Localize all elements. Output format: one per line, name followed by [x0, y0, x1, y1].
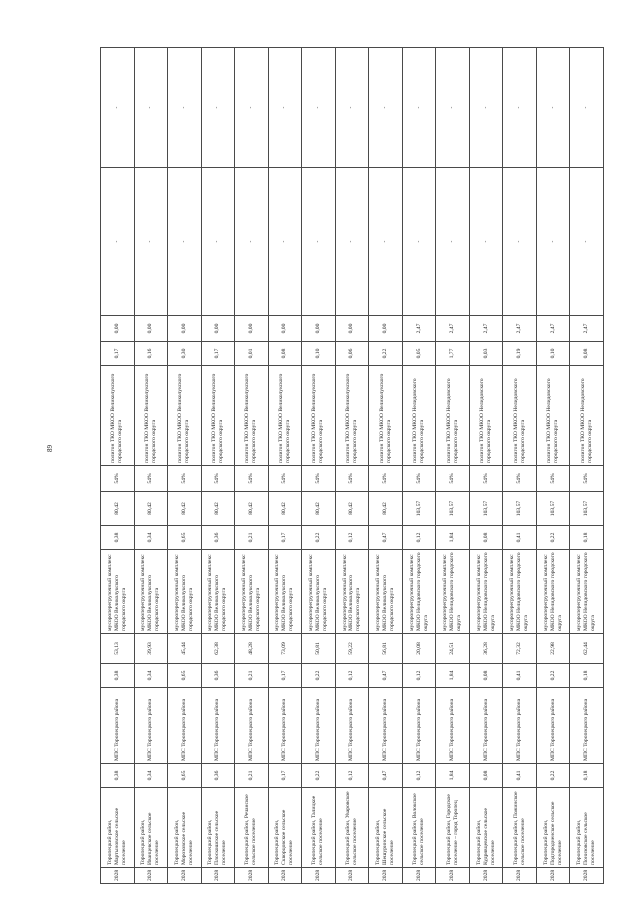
percent-cell: 54% [168, 466, 202, 492]
landfill-cell: полигон ТКО МКОО Великолукского городского округа [101, 366, 135, 466]
year-cell: 2028 [503, 868, 537, 884]
year-cell: 2028 [402, 868, 436, 884]
mass-cell: 0,21 [235, 526, 269, 550]
year-cell: 2028 [201, 868, 235, 884]
empty-cell: - [503, 168, 537, 316]
mass-cell: 0,41 [503, 526, 537, 550]
settlement-cell: Торопецкий район, Понизовское сельское поселение [570, 788, 604, 868]
empty-cell: - [168, 168, 202, 316]
percent-cell: 54% [134, 466, 168, 492]
percent-cell: 54% [469, 466, 503, 492]
distance-cell: 39,93 [134, 634, 168, 664]
table-row [436, 48, 470, 884]
distance-cell: 59,22 [335, 634, 369, 664]
transfer-complex-cell: мусороперегрузочный комплекс МКОО Великолукского городского округа [335, 550, 369, 634]
mass-cell: 0,17 [268, 764, 302, 788]
empty-cell: - [268, 168, 302, 316]
landfill-cell: полигон ТКО МКОО Великолукского городского округа [168, 366, 202, 466]
empty-cell: - [536, 48, 570, 168]
mass-cell: 0,16 [134, 342, 168, 366]
landfill-cell: полигон ТКО МКОО Нелидовского городского округа [536, 366, 570, 466]
mass-cell: 0,10 [302, 342, 336, 366]
mass-cell: 0,18 [570, 764, 604, 788]
mass-cell: 0,00 [168, 316, 202, 342]
distance-cell: 48,28 [235, 634, 269, 664]
distance-cell: 103,57 [402, 492, 436, 526]
mass-cell: 0,18 [570, 664, 604, 688]
settlement-cell: Торопецкий район, Мартыновское сельское поселение [101, 788, 135, 868]
percent-cell: 54% [503, 466, 537, 492]
transfer-complex-cell: мусороперегрузочный комплекс МКОО Великолукского городского округа [369, 550, 403, 634]
mass-cell: 0,22 [536, 664, 570, 688]
table-row [536, 48, 570, 884]
transfer-complex-cell: мусороперегрузочный комплекс МКОО Нелидовского городского округа [570, 550, 604, 634]
mass-cell: 0,00 [201, 316, 235, 342]
table-row [134, 48, 168, 884]
sorting-station-cell: МПС Торопецкого района [168, 688, 202, 764]
landfill-cell: полигон ТКО МКОО Великолукского городского округа [134, 366, 168, 466]
distance-cell: 80,42 [201, 492, 235, 526]
settlement-cell: Торопецкий район, Пожинское сельское поселение [503, 788, 537, 868]
empty-cell: - [201, 48, 235, 168]
empty-cell: - [469, 48, 503, 168]
percent-cell: 54% [570, 466, 604, 492]
table-row [469, 48, 503, 884]
mass-cell: 0,34 [134, 664, 168, 688]
sorting-station-cell: МПС Торопецкого района [302, 688, 336, 764]
settlement-cell: Торопецкий район, Скворцовское сельское поселение [268, 788, 302, 868]
table-row [101, 48, 135, 884]
mass-cell: 0,17 [201, 342, 235, 366]
sorting-station-cell: МПС Торопецкого района [235, 688, 269, 764]
empty-cell: - [335, 48, 369, 168]
distance-cell: 80,42 [369, 492, 403, 526]
mass-cell: 0,34 [134, 526, 168, 550]
mass-cell: 0,08 [268, 342, 302, 366]
table-row [335, 48, 369, 884]
percent-cell: 54% [402, 466, 436, 492]
landfill-cell: полигон ТКО МКОО Великолукского городского округа [302, 366, 336, 466]
mass-cell: 0,19 [503, 342, 537, 366]
mass-cell: 0,08 [469, 526, 503, 550]
mass-cell: 0,00 [268, 316, 302, 342]
mass-cell: 0,21 [235, 764, 269, 788]
distance-cell: 20,08 [402, 634, 436, 664]
year-cell: 2028 [235, 868, 269, 884]
table-row [302, 48, 336, 884]
mass-cell: 0,47 [369, 526, 403, 550]
mass-cell: 0,17 [268, 664, 302, 688]
mass-cell: 1,77 [436, 342, 470, 366]
distance-cell: 62,44 [570, 634, 604, 664]
page-number: 89 [46, 445, 54, 452]
mass-cell: 0,47 [369, 664, 403, 688]
mass-cell: 0,41 [503, 664, 537, 688]
distance-cell: 103,57 [536, 492, 570, 526]
distance-cell: 80,42 [101, 492, 135, 526]
table-row [402, 48, 436, 884]
table-row [201, 48, 235, 884]
percent-cell: 54% [536, 466, 570, 492]
empty-cell: - [369, 48, 403, 168]
sorting-station-cell: МПС Торопецкого района [335, 688, 369, 764]
mass-cell: 2,47 [402, 316, 436, 342]
year-cell: 2028 [101, 868, 135, 884]
year-cell: 2028 [335, 868, 369, 884]
empty-cell: - [235, 48, 269, 168]
settlement-cell: Торопецкий район, Речанское сельское поселение [235, 788, 269, 868]
empty-cell: - [101, 168, 135, 316]
transfer-complex-cell: мусороперегрузочный комплекс МКОО Великолукского городского округа [168, 550, 202, 634]
settlement-cell: Торопецкий район, Городское поселение – город Торопец [436, 788, 470, 868]
table-row [168, 48, 202, 884]
mass-cell: 2,47 [469, 316, 503, 342]
mass-cell: 0,22 [536, 526, 570, 550]
distance-cell: 103,57 [469, 492, 503, 526]
empty-cell: - [402, 48, 436, 168]
empty-cell: - [302, 168, 336, 316]
distance-cell: 22,98 [536, 634, 570, 664]
empty-cell: - [335, 168, 369, 316]
mass-cell: 0,17 [268, 526, 302, 550]
mass-cell: 0,36 [201, 526, 235, 550]
mass-cell: 0,65 [168, 764, 202, 788]
table-row [235, 48, 269, 884]
empty-cell: - [503, 48, 537, 168]
empty-cell: - [436, 48, 470, 168]
percent-cell: 54% [101, 466, 135, 492]
distance-cell: 45,44 [168, 634, 202, 664]
landfill-cell: полигон ТКО МКОО Нелидовского городского округа [402, 366, 436, 466]
mass-cell: 0,22 [302, 764, 336, 788]
landfill-cell: полигон ТКО МКОО Великолукского городского округа [268, 366, 302, 466]
mass-cell: 0,08 [469, 764, 503, 788]
percent-cell: 54% [302, 466, 336, 492]
mass-cell: 0,01 [235, 342, 269, 366]
landfill-cell: полигон ТКО МКОО Нелидовского городского округа [436, 366, 470, 466]
transfer-complex-cell: мусороперегрузочный комплекс МКОО Нелидовского городского округа [536, 550, 570, 634]
empty-cell: - [268, 48, 302, 168]
table-row [570, 48, 604, 884]
rotated-table-wrapper [100, 48, 604, 884]
sorting-station-cell: МПС Торопецкого района [201, 688, 235, 764]
transfer-complex-cell: мусороперегрузочный комплекс МКОО Великолукского городского округа [134, 550, 168, 634]
mass-cell: 0,00 [235, 316, 269, 342]
distance-cell: 103,57 [436, 492, 470, 526]
mass-cell: 0,22 [302, 526, 336, 550]
mass-cell: 0,38 [101, 526, 135, 550]
mass-cell: 0,08 [570, 342, 604, 366]
mass-cell: 0,36 [201, 664, 235, 688]
distance-cell: 56,81 [369, 634, 403, 664]
percent-cell: 54% [268, 466, 302, 492]
empty-cell: - [168, 48, 202, 168]
mass-cell: 1,84 [436, 664, 470, 688]
transfer-complex-cell: мусороперегрузочный комплекс МКОО Великолукского городского округа [235, 550, 269, 634]
landfill-cell: полигон ТКО МКОО Нелидовского городского округа [503, 366, 537, 466]
empty-cell: - [134, 48, 168, 168]
empty-cell: - [469, 168, 503, 316]
empty-cell: - [570, 168, 604, 316]
transfer-complex-cell: мусороперегрузочный комплекс МКОО Нелидовского городского округа [436, 550, 470, 634]
sorting-station-cell: МПС Торопецкого района [369, 688, 403, 764]
distance-cell: 36,28 [469, 634, 503, 664]
settlement-cell: Торопецкий район, Шешуринское сельское поселение [369, 788, 403, 868]
year-cell: 2028 [436, 868, 470, 884]
distance-cell: 80,42 [335, 492, 369, 526]
sorting-station-cell: МПС Торопецкого района [402, 688, 436, 764]
mass-cell: 1,84 [436, 526, 470, 550]
mass-cell: 0,22 [369, 342, 403, 366]
mass-cell: 0,21 [235, 664, 269, 688]
mass-cell: 0,08 [469, 664, 503, 688]
transfer-complex-cell: мусороперегрузочный комплекс МКОО Нелидовского городского округа [402, 550, 436, 634]
settlement-cell: Торопецкий район, Иванцевское сельское поселение [134, 788, 168, 868]
mass-cell: 0,03 [469, 342, 503, 366]
percent-cell: 54% [436, 466, 470, 492]
transfer-complex-cell: мусороперегрузочный комплекс МКОО Великолукского городского округа [101, 550, 135, 634]
mass-cell: 0,30 [168, 342, 202, 366]
distance-cell: 73,09 [268, 634, 302, 664]
mass-cell: 2,47 [536, 316, 570, 342]
mass-cell: 0,17 [101, 342, 135, 366]
transfer-complex-cell: мусороперегрузочный комплекс МКОО Нелидовского городского округа [503, 550, 537, 634]
table-body [101, 48, 604, 884]
mass-cell: 0,18 [570, 526, 604, 550]
empty-cell: - [302, 48, 336, 168]
mass-cell: 0,12 [335, 664, 369, 688]
percent-cell: 54% [335, 466, 369, 492]
mass-cell: 0,38 [101, 764, 135, 788]
distance-cell: 80,42 [235, 492, 269, 526]
table-row [268, 48, 302, 884]
landfill-cell: полигон ТКО МКОО Нелидовского городского округа [469, 366, 503, 466]
sorting-station-cell: МПС Торопецкого района [469, 688, 503, 764]
empty-cell: - [570, 48, 604, 168]
empty-cell: - [536, 168, 570, 316]
mass-cell: 0,12 [402, 664, 436, 688]
table-row [369, 48, 403, 884]
waste-flow-table [100, 47, 604, 884]
sorting-station-cell: МПС Торопецкого района [134, 688, 168, 764]
mass-cell: 0,10 [536, 342, 570, 366]
year-cell: 2028 [134, 868, 168, 884]
sorting-station-cell: МПС Торопецкого района [101, 688, 135, 764]
landfill-cell: полигон ТКО МКОО Великолукского городского округа [235, 366, 269, 466]
settlement-cell: Торопецкий район, Уваровское сельское поселение [335, 788, 369, 868]
landfill-cell: полигон ТКО МКОО Великолукского городского округа [335, 366, 369, 466]
mass-cell: 0,12 [402, 526, 436, 550]
mass-cell: 0,00 [302, 316, 336, 342]
year-cell: 2028 [469, 868, 503, 884]
mass-cell: 0,22 [536, 764, 570, 788]
mass-cell: 2,47 [570, 316, 604, 342]
settlement-cell: Торопецкий район, Подгородненское сельское поселение [536, 788, 570, 868]
empty-cell: - [201, 168, 235, 316]
distance-cell: 80,42 [268, 492, 302, 526]
settlement-cell: Торопецкий район, Талицкое сельское поселение [302, 788, 336, 868]
empty-cell: - [369, 168, 403, 316]
mass-cell: 2,47 [503, 316, 537, 342]
sorting-station-cell: МПС Торопецкого района [503, 688, 537, 764]
mass-cell: 0,34 [134, 764, 168, 788]
mass-cell: 0,00 [101, 316, 135, 342]
year-cell: 2028 [570, 868, 604, 884]
mass-cell: 0,00 [369, 316, 403, 342]
transfer-complex-cell: мусороперегрузочный комплекс МКОО Великолукского городского округа [302, 550, 336, 634]
sorting-station-cell: МПС Торопецкого района [536, 688, 570, 764]
year-cell: 2028 [369, 868, 403, 884]
year-cell: 2028 [302, 868, 336, 884]
empty-cell: - [134, 168, 168, 316]
distance-cell: 80,42 [134, 492, 168, 526]
sorting-station-cell: МПС Торопецкого района [436, 688, 470, 764]
settlement-cell: Торопецкий район, Кудрявцевское сельское поселение [469, 788, 503, 868]
mass-cell: 0,22 [302, 664, 336, 688]
mass-cell: 1,84 [436, 764, 470, 788]
empty-cell: - [235, 168, 269, 316]
transfer-complex-cell: мусороперегрузочный комплекс МКОО Нелидовского городского округа [469, 550, 503, 634]
distance-cell: 50,81 [302, 634, 336, 664]
empty-cell: - [402, 168, 436, 316]
distance-cell: 72,32 [503, 634, 537, 664]
mass-cell: 0,65 [168, 664, 202, 688]
mass-cell: 0,06 [335, 342, 369, 366]
mass-cell: 0,00 [134, 316, 168, 342]
mass-cell: 0,47 [369, 764, 403, 788]
distance-cell: 62,38 [201, 634, 235, 664]
distance-cell: 103,57 [570, 492, 604, 526]
settlement-cell: Торопецкий район, Морозовское сельское поселение [168, 788, 202, 868]
mass-cell: 0,12 [335, 526, 369, 550]
sorting-station-cell: МПС Торопецкого района [268, 688, 302, 764]
mass-cell: 0,12 [335, 764, 369, 788]
mass-cell: 0,41 [503, 764, 537, 788]
mass-cell: 0,00 [335, 316, 369, 342]
mass-cell: 0,36 [201, 764, 235, 788]
mass-cell: 2,47 [436, 316, 470, 342]
percent-cell: 54% [369, 466, 403, 492]
table-row [503, 48, 537, 884]
mass-cell: 0,65 [168, 526, 202, 550]
empty-cell: - [101, 48, 135, 168]
landfill-cell: полигон ТКО МКОО Великолукского городского округа [369, 366, 403, 466]
transfer-complex-cell: мусороперегрузочный комплекс МКОО Великолукского городского округа [268, 550, 302, 634]
year-cell: 2028 [168, 868, 202, 884]
percent-cell: 54% [201, 466, 235, 492]
year-cell: 2028 [268, 868, 302, 884]
mass-cell: 0,12 [402, 764, 436, 788]
landfill-cell: полигон ТКО МКОО Великолукского городского округа [201, 366, 235, 466]
distance-cell: 80,42 [302, 492, 336, 526]
empty-cell: - [436, 168, 470, 316]
settlement-cell: Торопецкий район, Плоскошское сельское поселение [201, 788, 235, 868]
landfill-cell: полигон ТКО МКОО Нелидовского городского округа [570, 366, 604, 466]
sorting-station-cell: МПС Торопецкого района [570, 688, 604, 764]
year-cell: 2028 [536, 868, 570, 884]
distance-cell: 80,42 [168, 492, 202, 526]
mass-cell: 0,05 [402, 342, 436, 366]
distance-cell: 53,13 [101, 634, 135, 664]
transfer-complex-cell: мусороперегрузочный комплекс МКОО Великолукского городского округа [201, 550, 235, 634]
distance-cell: 24,51 [436, 634, 470, 664]
distance-cell: 103,57 [503, 492, 537, 526]
settlement-cell: Торопецкий район, Волокское сельское поселение [402, 788, 436, 868]
percent-cell: 54% [235, 466, 269, 492]
mass-cell: 0,38 [101, 664, 135, 688]
